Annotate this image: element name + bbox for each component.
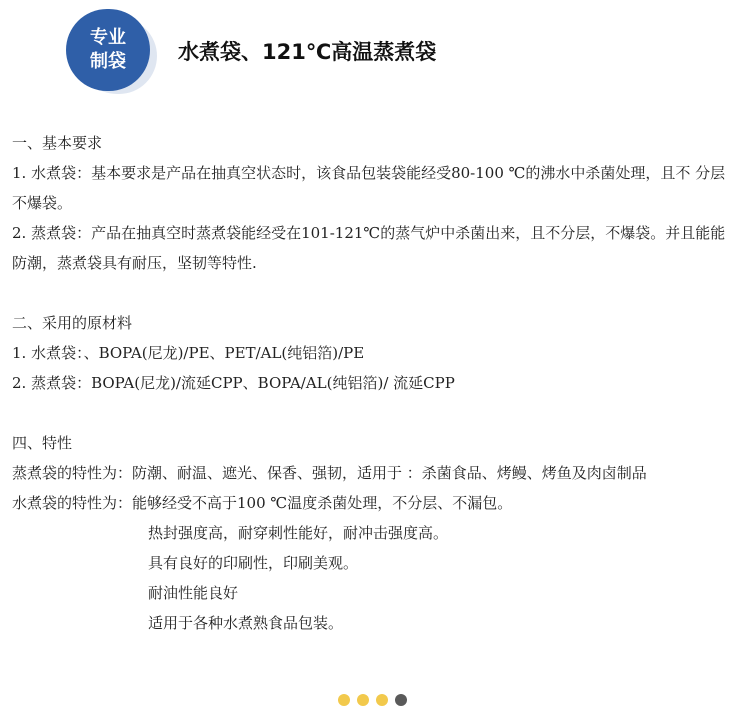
page-title: 水煮袋、121℃高温蒸煮袋 xyxy=(178,40,437,64)
badge xyxy=(66,9,150,91)
shuizhu-line-5: 适用于各种水煮熟食品包装。 xyxy=(148,614,344,632)
shuizhu-label: 水煮袋的特性为： xyxy=(12,494,133,512)
pager-dot[interactable] xyxy=(338,694,350,706)
badge-line-1: 专业 xyxy=(90,27,126,48)
shuizhu-line-4: 耐油性能良好 xyxy=(148,584,239,602)
shuizhu-line-3: 具有良好的印刷性，印刷美观。 xyxy=(148,554,359,572)
section-2-item-2: 2. 蒸煮袋：BOPA(尼龙)/流延CPP、BOPA/AL(纯铝箔)/ 流延CPP xyxy=(12,374,455,392)
main-content xyxy=(12,128,738,638)
section-3-heading: 四、特性 xyxy=(12,434,73,452)
shuizhu-properties xyxy=(12,488,738,518)
shuizhu-line-2: 热封强度高，耐穿刺性能好，耐冲击强度高。 xyxy=(148,524,449,542)
pager-dot[interactable] xyxy=(376,694,388,706)
shuizhu-line-1: 能够经受不高于100 ℃温度杀菌处理，不分层、不漏包。 xyxy=(132,494,513,512)
section-1-item-2: 2. 蒸煮袋：产品在抽真空时蒸煮袋能经受在101-121℃的蒸气炉中杀菌出来，且不分层，不爆袋。并且能能防潮，蒸煮袋具有耐压，坚韧等特性. xyxy=(12,224,726,272)
pager-dot[interactable] xyxy=(395,694,407,706)
section-1-item-1: 1. 水煮袋：基本要求是产品在抽真空状态时，该食品包装袋能经受80-100 ℃的沸水中杀菌处理，且不 分层 不爆袋。 xyxy=(12,164,726,212)
zhengzhu-label: 蒸煮袋的特性为： xyxy=(12,464,133,482)
section-2-item-1: 1. 水煮袋：、BOPA(尼龙)/PE、PET/AL(纯铝箔)/PE xyxy=(12,344,365,362)
pager-dots xyxy=(338,694,407,706)
zhengzhu-value: 防潮、耐温、遮光、保香、强韧，适用于 ：杀菌食品、烤鳗、烤鱼及肉卤制品 xyxy=(132,464,647,482)
badge-line-2: 制袋 xyxy=(90,51,126,72)
pager-dot[interactable] xyxy=(357,694,369,706)
zhengzhu-properties xyxy=(12,458,738,488)
section-2-heading: 二、采用的原材料 xyxy=(12,314,133,332)
section-1-heading: 一、基本要求 xyxy=(12,134,103,152)
